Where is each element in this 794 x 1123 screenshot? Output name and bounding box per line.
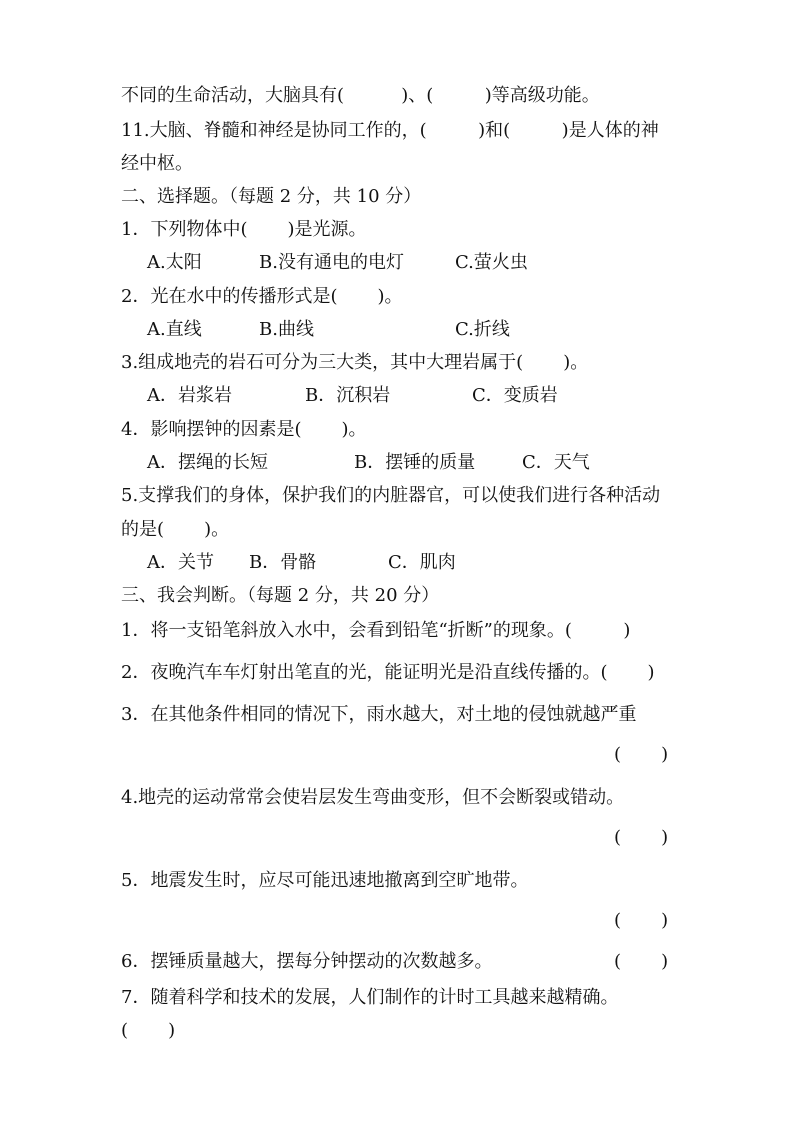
judge-item-6: 6．摆锤质量越大，摆每分钟摆动的次数越多。 — [121, 951, 493, 972]
judge-item-3-answer-paren: ( ) — [614, 744, 669, 765]
judge-item-1: 1．将一支铅笔斜放入水中，会看到铅笔“折断”的现象。( ) — [121, 620, 631, 641]
choice-q2-stem: 2．光在水中的传播形式是( )。 — [121, 286, 403, 307]
choice-q1-opt-c: C.萤火虫 — [455, 252, 528, 273]
judge-item-4-answer-paren: ( ) — [614, 827, 669, 848]
q11-line2: 经中枢。 — [121, 153, 193, 174]
judge-item-4: 4.地壳的运动常常会使岩层发生弯曲变形，但不会断裂或错动。 — [121, 787, 625, 808]
judge-item-3: 3．在其他条件相同的情况下，雨水越大，对土地的侵蚀就越严重 — [121, 704, 637, 725]
q10-continuation: 不同的生命活动，大脑具有( )、( )等高级功能。 — [121, 85, 600, 106]
choice-q4-opt-a: A．摆绳的长短 — [147, 452, 268, 473]
choice-q2-opt-a: A.直线 — [147, 319, 202, 340]
choice-q3-opt-b: B．沉积岩 — [305, 385, 391, 406]
q11-line1: 11.大脑、脊髓和神经是协同工作的，( )和( )是人体的神 — [121, 120, 659, 141]
choice-q2-opt-c: C.折线 — [455, 319, 510, 340]
choice-q4-opt-c: C．天气 — [522, 452, 590, 473]
choice-q5-stem-line1: 5.支撑我们的身体，保护我们的内脏器官，可以使我们进行各种活动 — [121, 485, 661, 506]
judge-item-5: 5．地震发生时，应尽可能迅速地撤离到空旷地带。 — [121, 870, 529, 891]
judge-item-5-answer-paren: ( ) — [614, 910, 669, 931]
choice-q4-opt-b: B．摆锤的质量 — [354, 452, 476, 473]
choice-q5-stem-line2: 的是( )。 — [121, 519, 230, 540]
judge-item-7-answer-paren: ( ) — [121, 1020, 176, 1041]
choice-q3-opt-a: A．岩浆岩 — [147, 385, 232, 406]
choice-q1-stem: 1．下列物体中( )是光源。 — [121, 219, 367, 240]
choice-q1-opt-a: A.太阳 — [147, 252, 202, 273]
choice-q3-stem: 3.组成地壳的岩石可分为三大类，其中大理岩属于( )。 — [121, 352, 589, 373]
judge-item-6-answer-paren: ( ) — [614, 951, 669, 972]
choice-q4-stem: 4．影响摆钟的因素是( )。 — [121, 419, 367, 440]
judge-item-2: 2．夜晚汽车车灯射出笔直的光，能证明光是沿直线传播的。( ) — [121, 662, 655, 683]
judge-item-7: 7．随着科学和技术的发展，人们制作的计时工具越来越精确。 — [121, 987, 619, 1008]
section3-heading: 三、我会判断。（每题 2 分，共 20 分） — [121, 585, 440, 606]
choice-q3-opt-c: C．变质岩 — [472, 385, 558, 406]
choice-q1-opt-b: B.没有通电的电灯 — [259, 252, 404, 273]
choice-q5-opt-a: A．关节 — [147, 552, 214, 573]
choice-q5-opt-b: B．骨骼 — [249, 552, 317, 573]
choice-q2-opt-b: B.曲线 — [259, 319, 314, 340]
section2-heading: 二、选择题。（每题 2 分，共 10 分） — [121, 186, 422, 207]
choice-q5-opt-c: C．肌肉 — [388, 552, 456, 573]
